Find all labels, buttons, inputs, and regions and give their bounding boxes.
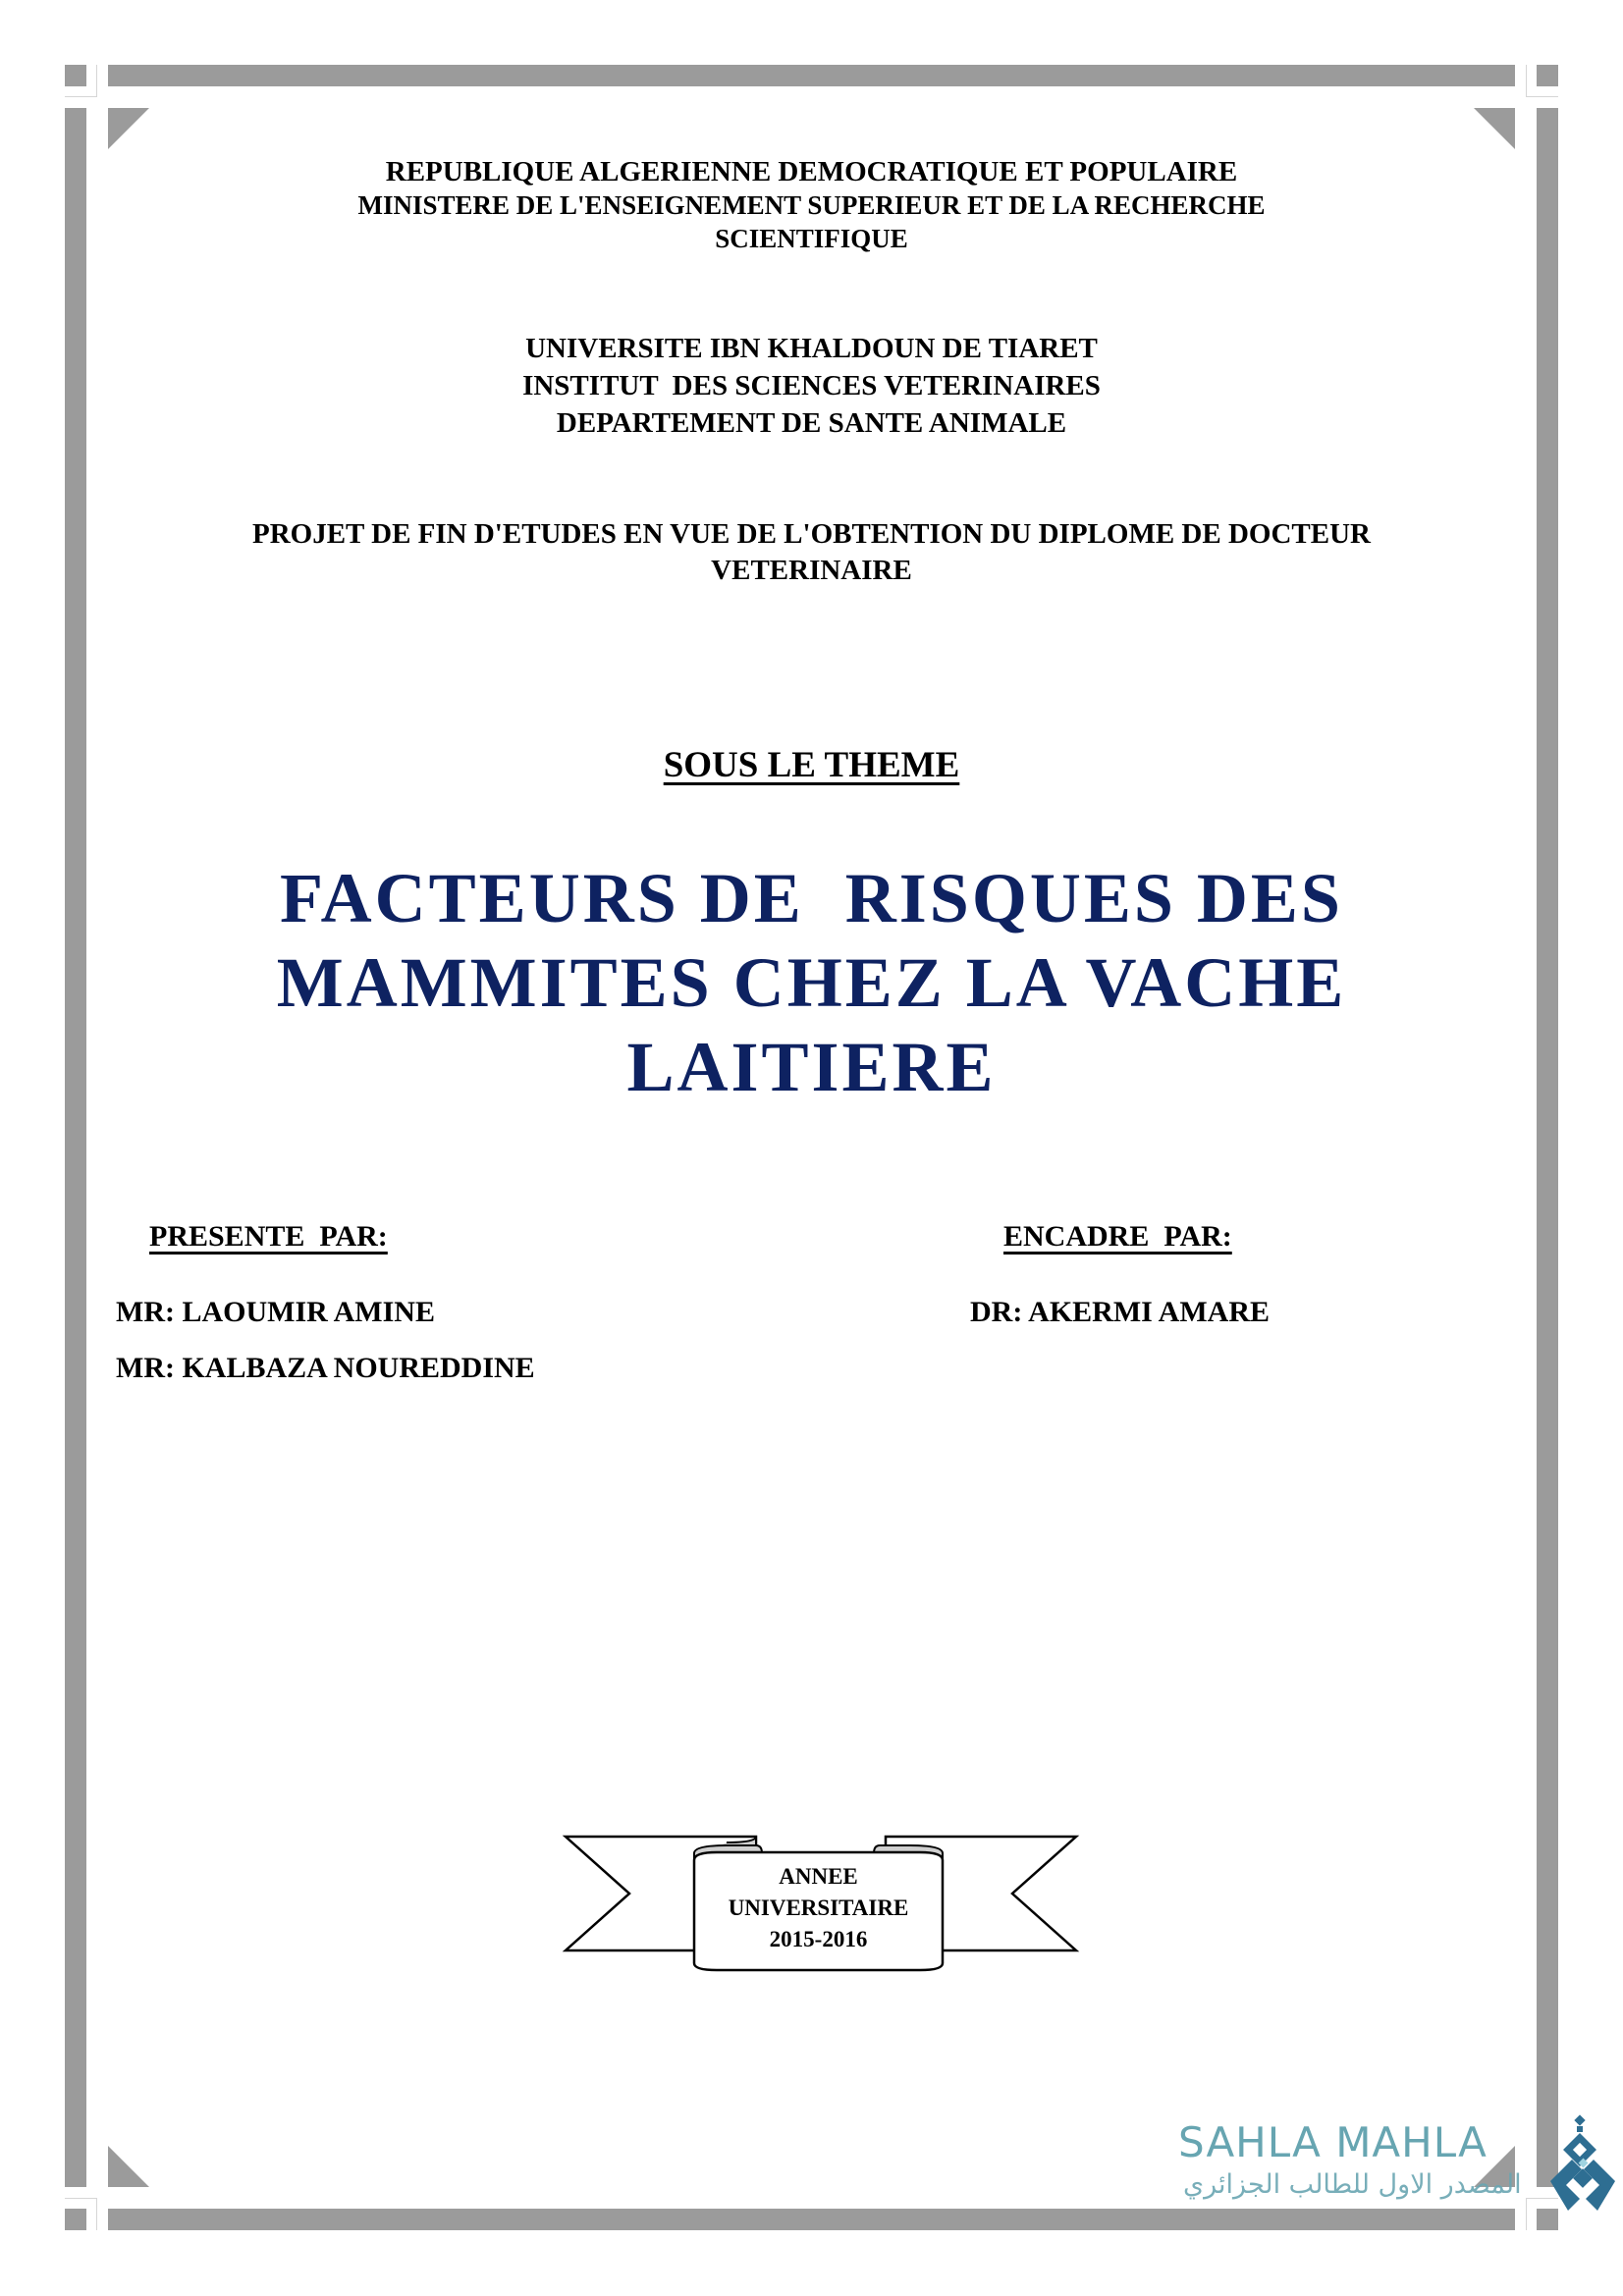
- thesis-title: [0, 856, 1623, 1109]
- academic-year-value: 2015-2016: [769, 1927, 868, 1951]
- theme-label: SOUS LE THEME: [663, 745, 960, 785]
- institution-block: [0, 330, 1623, 442]
- supervisor: DR: AKERMI AMARE: [970, 1296, 1270, 1328]
- frame-triangle-top-right: [1474, 108, 1515, 149]
- ministry-line: MINISTERE DE L'ENSEIGNEMENT SUPERIEUR ET DE LA RECHERCHE: [357, 190, 1266, 220]
- sahla-mahla-logo-icon: [1546, 2110, 1620, 2218]
- university-name: UNIVERSITE IBN KHALDOUN DE TIARET: [525, 333, 1098, 364]
- institute-name: INSTITUT DES SCIENCES VETERINAIRES: [522, 370, 1101, 401]
- republic-line: REPUBLIQUE ALGERIENNE DEMOCRATIQUE ET POPULAIRE: [385, 156, 1238, 187]
- academic-year-line-1: ANNEE: [779, 1864, 858, 1889]
- student-1: MR: LAOUMIR AMINE: [116, 1296, 435, 1328]
- project-line-2: VETERINAIRE: [711, 555, 912, 586]
- ministry-line-cont: SCIENTIFIQUE: [715, 224, 908, 253]
- frame-corner-outline-top-right: [1526, 65, 1558, 97]
- ministry-header: [0, 155, 1623, 255]
- frame-corner-outline-top-left: [65, 65, 97, 97]
- student-2: MR: KALBAZA NOUREDDINE: [116, 1352, 535, 1384]
- frame-corner-outline-bottom-left: [65, 2198, 97, 2230]
- watermark-brand: SAHLA MAHLA: [1178, 2118, 1488, 2166]
- academic-year-line-2: UNIVERSITAIRE: [728, 1896, 909, 1920]
- frame-top-bar: [108, 65, 1515, 86]
- department-name: DEPARTEMENT DE SANTE ANIMALE: [556, 407, 1067, 439]
- project-description: [0, 516, 1623, 589]
- project-line-1: PROJET DE FIN D'ETUDES EN VUE DE L'OBTENTION DU DIPLOME DE DOCTEUR: [252, 518, 1371, 550]
- title-line-1: FACTEURS DE RISQUES DES: [280, 859, 1343, 937]
- watermark-tagline: المصدر الاول للطالب الجزائري: [1183, 2169, 1522, 2200]
- title-line-2: MAMMITES CHEZ LA VACHE: [276, 943, 1347, 1022]
- academic-year-text: [694, 1861, 943, 1955]
- title-line-3: LAITIERE: [626, 1028, 997, 1106]
- frame-bottom-bar: [108, 2209, 1515, 2230]
- frame-triangle-top-left: [108, 108, 149, 149]
- frame-triangle-bottom-left: [108, 2146, 149, 2187]
- presented-by-label: PRESENTE PAR:: [149, 1220, 388, 1253]
- supervised-by-label: ENCADRE PAR:: [1003, 1220, 1232, 1253]
